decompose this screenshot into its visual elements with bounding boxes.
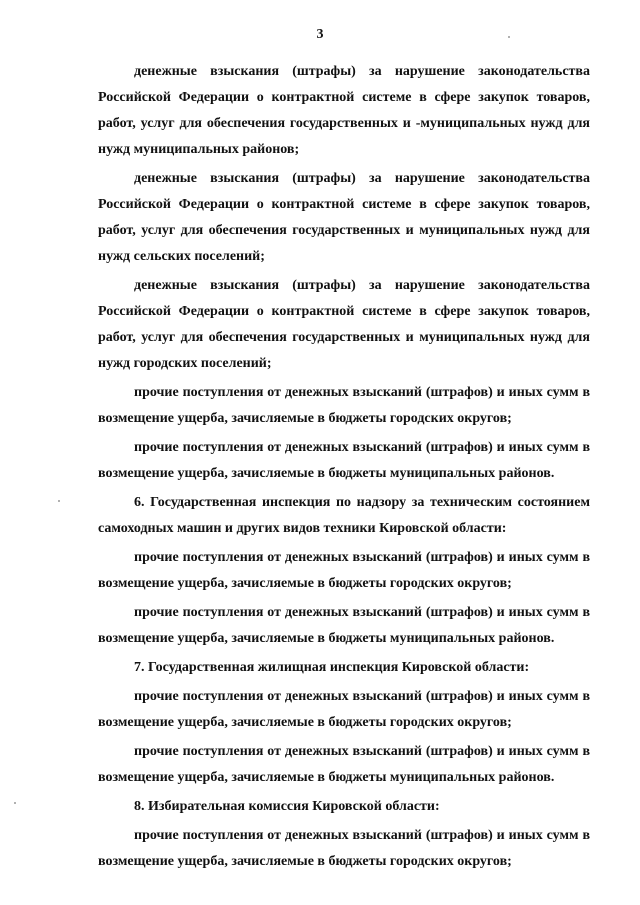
section-heading-7: 7. Государственная жилищная инспекция Кировской области: xyxy=(134,660,530,675)
page-number: 3 xyxy=(316,27,324,42)
paragraph-other-receipts-municipal-districts: прочие поступления от денежных взысканий (штрафов) и иных сумм в возмещение ущерба, зачисляемые в бюджеты муниципальных районов. xyxy=(98,440,590,481)
paragraph-other-receipts-city-districts: прочие поступления от денежных взысканий (штрафов) и иных сумм в возмещение ущерба, зачисляемые в бюджеты городских округов; xyxy=(98,689,590,730)
paragraph-other-receipts-city-districts: прочие поступления от денежных взысканий (штрафов) и иных сумм в возмещение ущерба, зачисляемые в бюджеты городских округов; xyxy=(98,385,590,426)
paragraph-fines-rural-settlements: денежные взыскания (штрафы) за нарушение законодательства Российской Федерации о контрактной системе в сфере закупок товаров, работ, услуг для обеспечения государственных и муниципальных нужд для нужд сельских поселений; xyxy=(98,171,590,264)
paragraph-fines-municipal-districts: денежные взыскания (штрафы) за нарушение законодательства Российской Федерации о контрактной системе в сфере закупок товаров, работ, услуг для обеспечения государственных и -муниципальных нужд для нужд муниципальных районов; xyxy=(98,64,590,157)
paragraph-fines-urban-settlements: денежные взыскания (штрафы) за нарушение законодательства Российской Федерации о контрактной системе в сфере закупок товаров, работ, услуг для обеспечения государственных и муниципальных нужд для нужд городских поселений; xyxy=(98,278,590,371)
paragraph-other-receipts-city-districts: прочие поступления от денежных взысканий (штрафов) и иных сумм в возмещение ущерба, зачисляемые в бюджеты городских округов; xyxy=(98,550,590,591)
document-body xyxy=(98,59,590,878)
scan-speck xyxy=(58,500,60,502)
scan-speck xyxy=(508,36,510,38)
section-heading-6: 6. Государственная инспекция по надзору за техническим состоянием самоходных машин и других видов техники Кировской области: xyxy=(98,495,590,536)
paragraph-other-receipts-municipal-districts: прочие поступления от денежных взысканий (штрафов) и иных сумм в возмещение ущерба, зачисляемые в бюджеты муниципальных районов. xyxy=(98,744,590,785)
paragraph-other-receipts-city-districts: прочие поступления от денежных взысканий (штрафов) и иных сумм в возмещение ущерба, зачисляемые в бюджеты городских округов; xyxy=(98,828,590,869)
section-heading-8: 8. Избирательная комиссия Кировской области: xyxy=(134,799,440,814)
scan-speck xyxy=(14,802,16,804)
paragraph-other-receipts-municipal-districts: прочие поступления от денежных взысканий (штрафов) и иных сумм в возмещение ущерба, зачисляемые в бюджеты муниципальных районов. xyxy=(98,605,590,646)
